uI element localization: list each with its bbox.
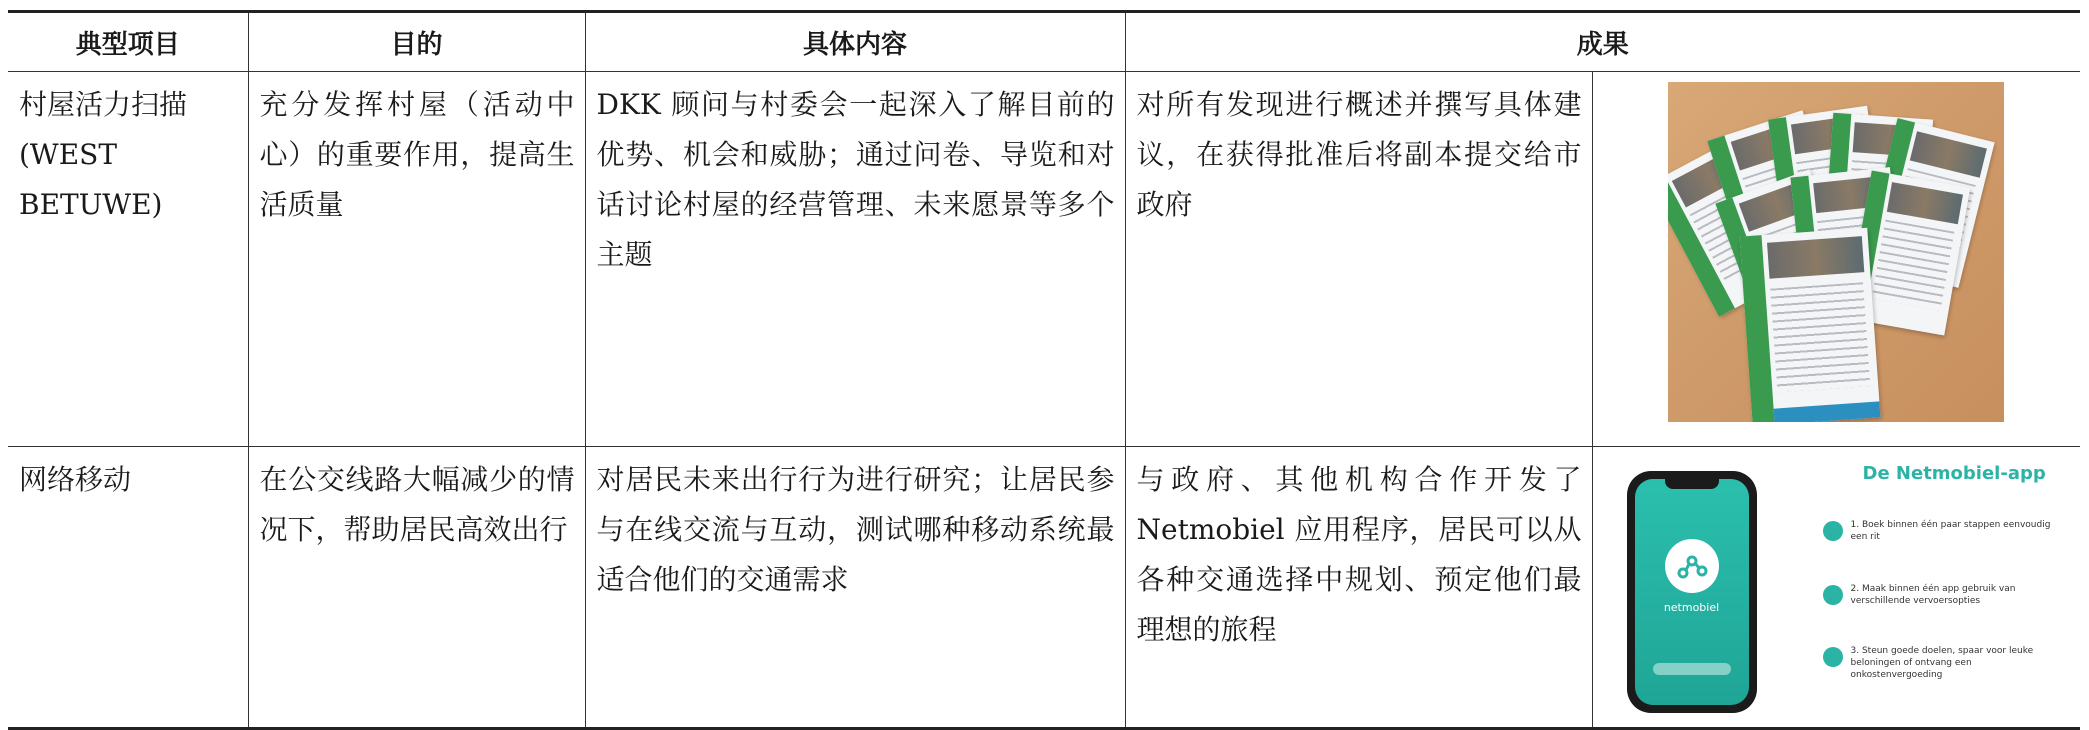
content-text: DKK 顾问与村委会一起深入了解目前的优势、机会和威胁；通过问卷、导览和对话讨论村屋的经营管理、未来愿景等多个主题 (585, 72, 1125, 447)
phone-logo-text: netmobiel (1663, 601, 1720, 614)
header-result: 成果 (1576, 29, 1629, 60)
app-promo-image (1593, 447, 2063, 719)
table-row (8, 447, 2080, 729)
result-image-cell (1592, 72, 2080, 447)
promo-step: 1. Boek binnen één paar stappen eenvoudig een rit (1823, 519, 2059, 543)
netmobiel-logo-icon (1665, 539, 1719, 593)
content-text: 对居民未来出行行为进行研究；让居民参与在线交流与互动，测试哪种移动系统最适合他们的交通需求 (585, 447, 1125, 729)
header-content: 具体内容 (585, 12, 1125, 72)
project-table (8, 10, 2080, 730)
result-image-cell (1592, 447, 2080, 729)
header-purpose: 目的 (248, 12, 585, 72)
purpose-text: 充分发挥村屋（活动中心）的重要作用，提高生活质量 (248, 72, 585, 447)
purpose-text: 在公交线路大幅减少的情况下，帮助居民高效出行 (248, 447, 585, 729)
promo-step: 3. Steun goede doelen, spaar voor leuke beloningen of ontvang een onkostenvergoeding (1823, 645, 2059, 681)
result-text: 对所有发现进行概述并撰写具体建议，在获得批准后将副本提交给市政府 (1125, 72, 1592, 447)
phone-button (1653, 663, 1731, 675)
phone-mockup (1627, 471, 1757, 713)
header-project: 典型项目 (8, 12, 248, 72)
header-row (8, 12, 2080, 72)
project-name: 网络移动 (8, 447, 248, 729)
flyers-photo (1668, 82, 2004, 422)
route-icon (1823, 647, 1843, 667)
promo-title: De Netmobiel-app (1862, 463, 2046, 484)
project-name: 村屋活力扫描 (WEST BETUWE) (8, 72, 248, 447)
table-row (8, 72, 2080, 447)
route-icon (1823, 521, 1843, 541)
result-text: 与政府、其他机构合作开发了 Netmobiel 应用程序，居民可以从各种交通选择中规划、预定他们最理想的旅程 (1125, 447, 1592, 729)
promo-step: 2. Maak binnen één app gebruik van verschillende vervoersopties (1823, 583, 2059, 607)
route-icon (1823, 585, 1843, 605)
